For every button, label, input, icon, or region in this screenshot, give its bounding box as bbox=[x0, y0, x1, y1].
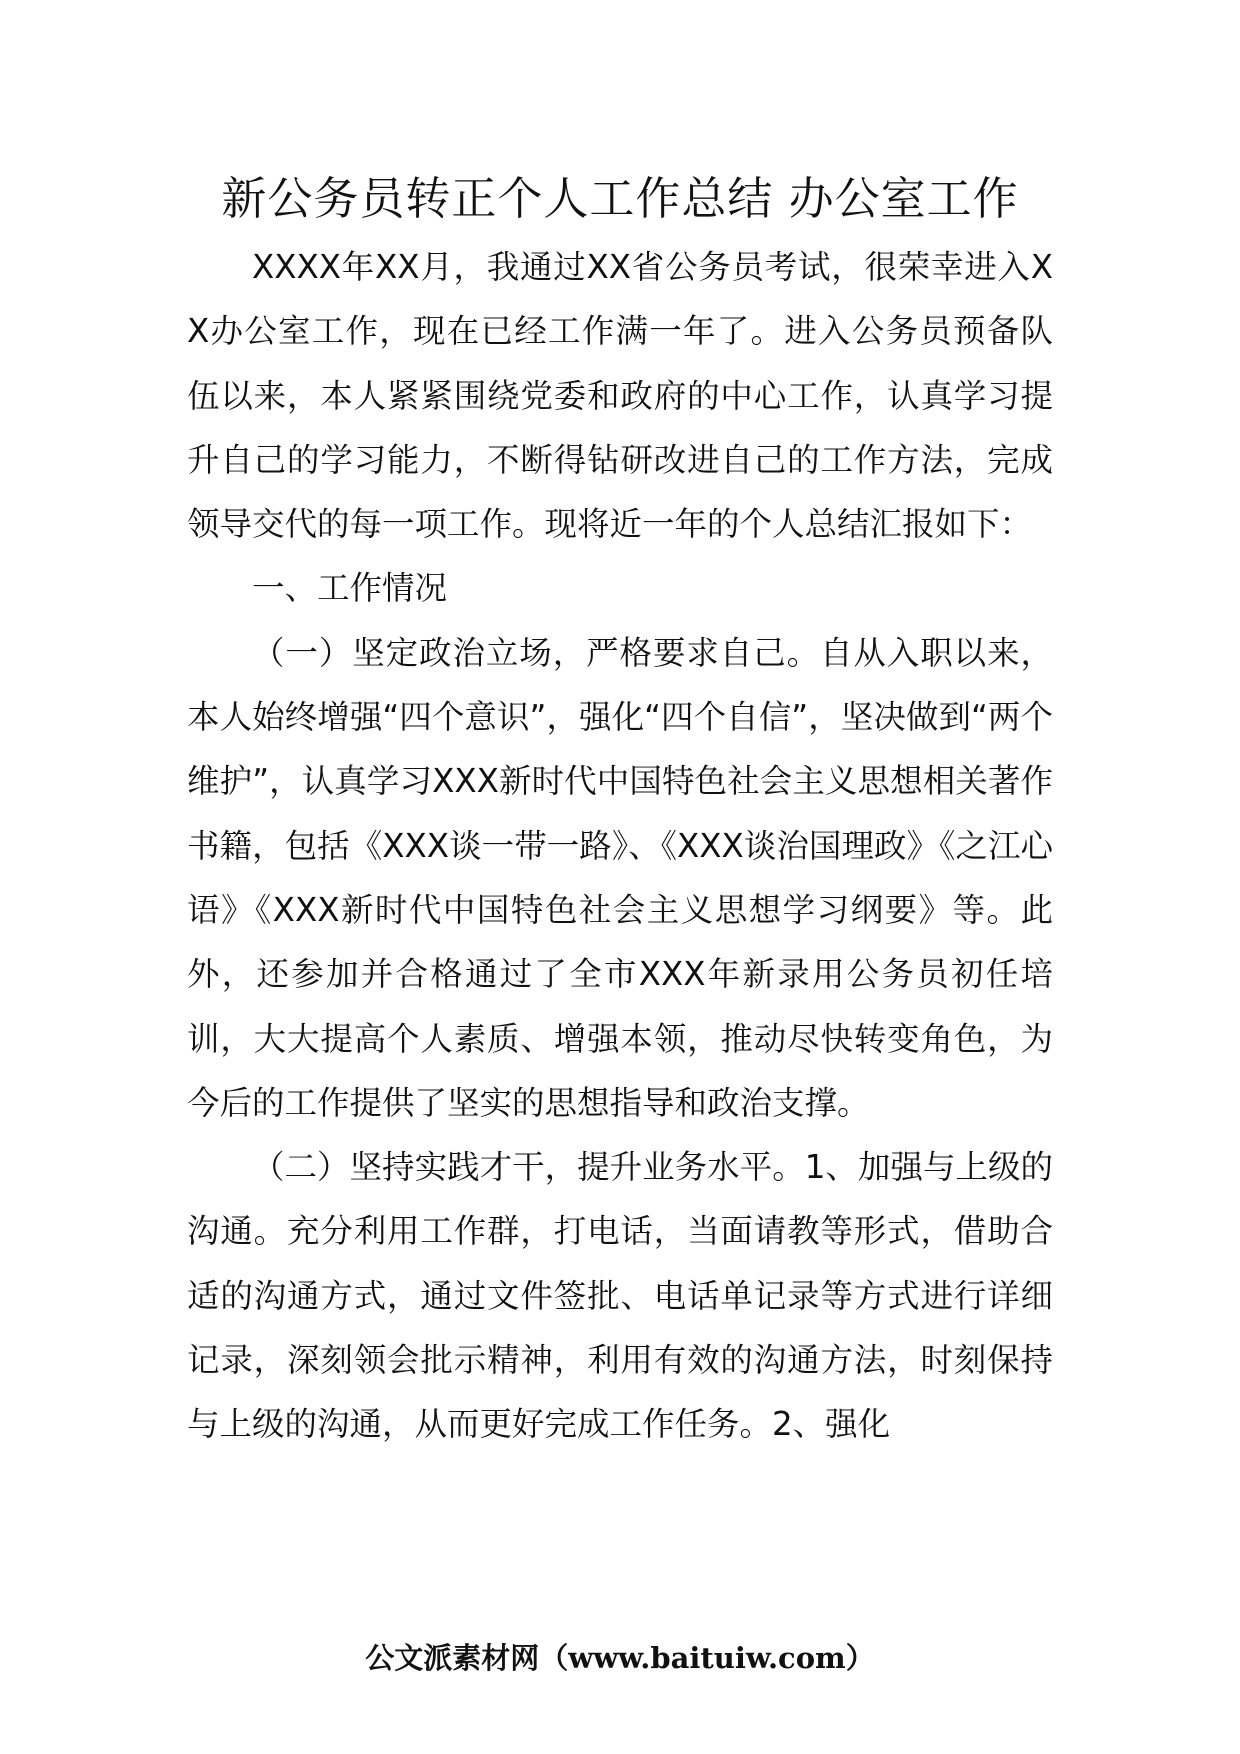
section-heading: 一、工作情况 bbox=[252, 569, 448, 608]
paragraph-practice-skills: （二）坚持实践才干，提升业务水平。1、加强与上级的沟通。充分利用工作群，打电话，当面请教等形式，借助合适的沟通方式，通过文件签批、电话单记录等方式进行详细记录，深刻领会批示精神，利用有效的沟通方法，时刻保持与上级的沟通，从而更好完成工作任务。2、强化 bbox=[187, 1148, 1053, 1444]
intro-paragraph: XXXX年XX月，我通过XX省公务员考试，很荣幸进入XX办公室工作，现在已经工作满一年了。进入公务员预备队伍以来，本人紧紧围绕党委和政府的中心工作，认真学习提升自己的学习能力，不断得钻研改进自己的工作方法，完成领导交代的每一项工作。现将近一年的个人总结汇报如下： bbox=[187, 248, 1053, 544]
footer-watermark: 公文派素材网（www.baituiw.com） bbox=[365, 1641, 875, 1675]
document-body bbox=[187, 235, 1053, 1457]
document-title: 新公务员转正个人工作总结 办公室工作 bbox=[221, 172, 1019, 225]
paragraph-political-stance: （一）坚定政治立场，严格要求自己。自从入职以来，本人始终增强“四个意识”，强化“四个自信”，坚决做到“两个维护”，认真学习XXX新时代中国特色社会主义思想相关著作书籍，包括《XXX谈一带一路》、《XXX谈治国理政》《之江心语》《XXX新时代中国特色社会主义思想学习纲要》等。此外，还参加并合格通过了全市XXX年新录用公务员初任培训，大大提高个人素质、增强本领，推动尽快转变角色，为今后的工作提供了坚实的思想指导和政治支撑。 bbox=[187, 633, 1053, 1122]
